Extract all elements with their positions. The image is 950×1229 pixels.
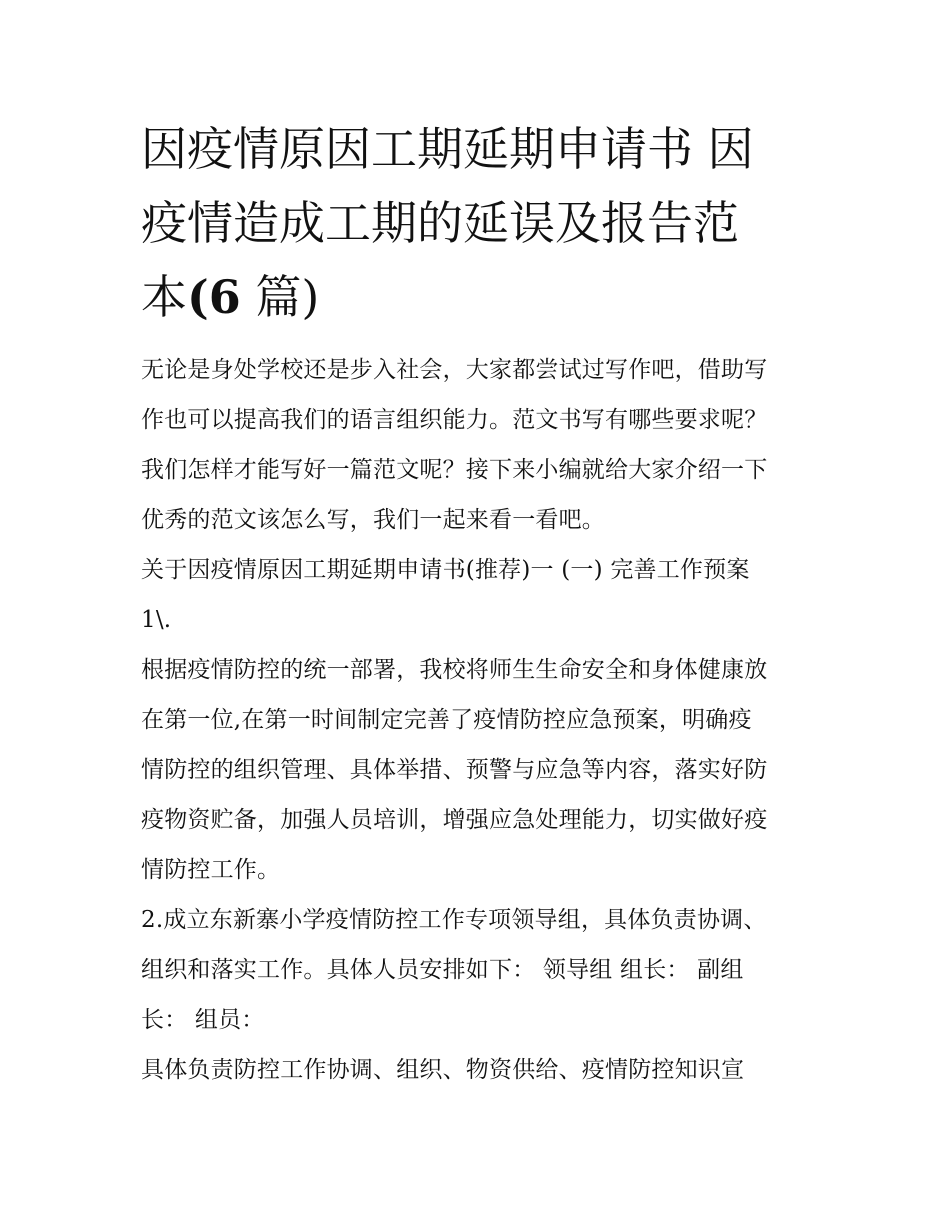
list-number: 1\. <box>141 607 172 633</box>
document-body <box>141 345 821 1095</box>
text-line: 根据疫情防控的统一部署，我校将师生生命安全和身体健康放 <box>141 657 768 683</box>
text-line: 情防控的组织管理、具体举措、预警与应急等内容，落实好防 <box>141 757 768 783</box>
text-line: 2.成立东新寨小学疫情防控工作专项领导组，具体负责协调、 <box>141 907 767 933</box>
text-line: 作也可以提高我们的语言组织能力。范文书写有哪些要求呢？ <box>141 407 768 433</box>
document-title <box>141 112 821 334</box>
text-line: 疫物资贮备，加强人员培训，增强应急处理能力，切实做好疫 <box>141 807 768 833</box>
text-line: 优秀的范文该怎么写，我们一起来看一看吧。 <box>141 507 605 533</box>
text-line: 长： 组员： <box>141 1007 265 1033</box>
text-line: 组织和落实工作。具体人员安排如下： 领导组 组长： 副组 <box>141 957 744 983</box>
text-line: 情防控工作。 <box>141 857 281 883</box>
text-line: 无论是身处学校还是步入社会，大家都尝试过写作吧，借助写 <box>141 357 768 383</box>
document-page <box>141 112 821 1095</box>
title-line: 本(6 篇) <box>141 270 320 324</box>
text-line: 具体负责防控工作协调、组织、物资供给、疫情防控知识宣 <box>141 1057 745 1083</box>
text-line: 我们怎样才能写好一篇范文呢？接下来小编就给大家介绍一下 <box>141 457 768 483</box>
title-line: 疫情造成工期的延误及报告范 <box>141 196 739 250</box>
text-line: 在第一位,在第一时间制定完善了疫情防控应急预案，明确疫 <box>141 707 752 733</box>
title-line: 因疫情原因工期延期申请书 因 <box>141 122 754 176</box>
section-heading: 关于因疫情原因工期延期申请书(推荐)一 (一) 完善工作预案 <box>141 557 750 583</box>
